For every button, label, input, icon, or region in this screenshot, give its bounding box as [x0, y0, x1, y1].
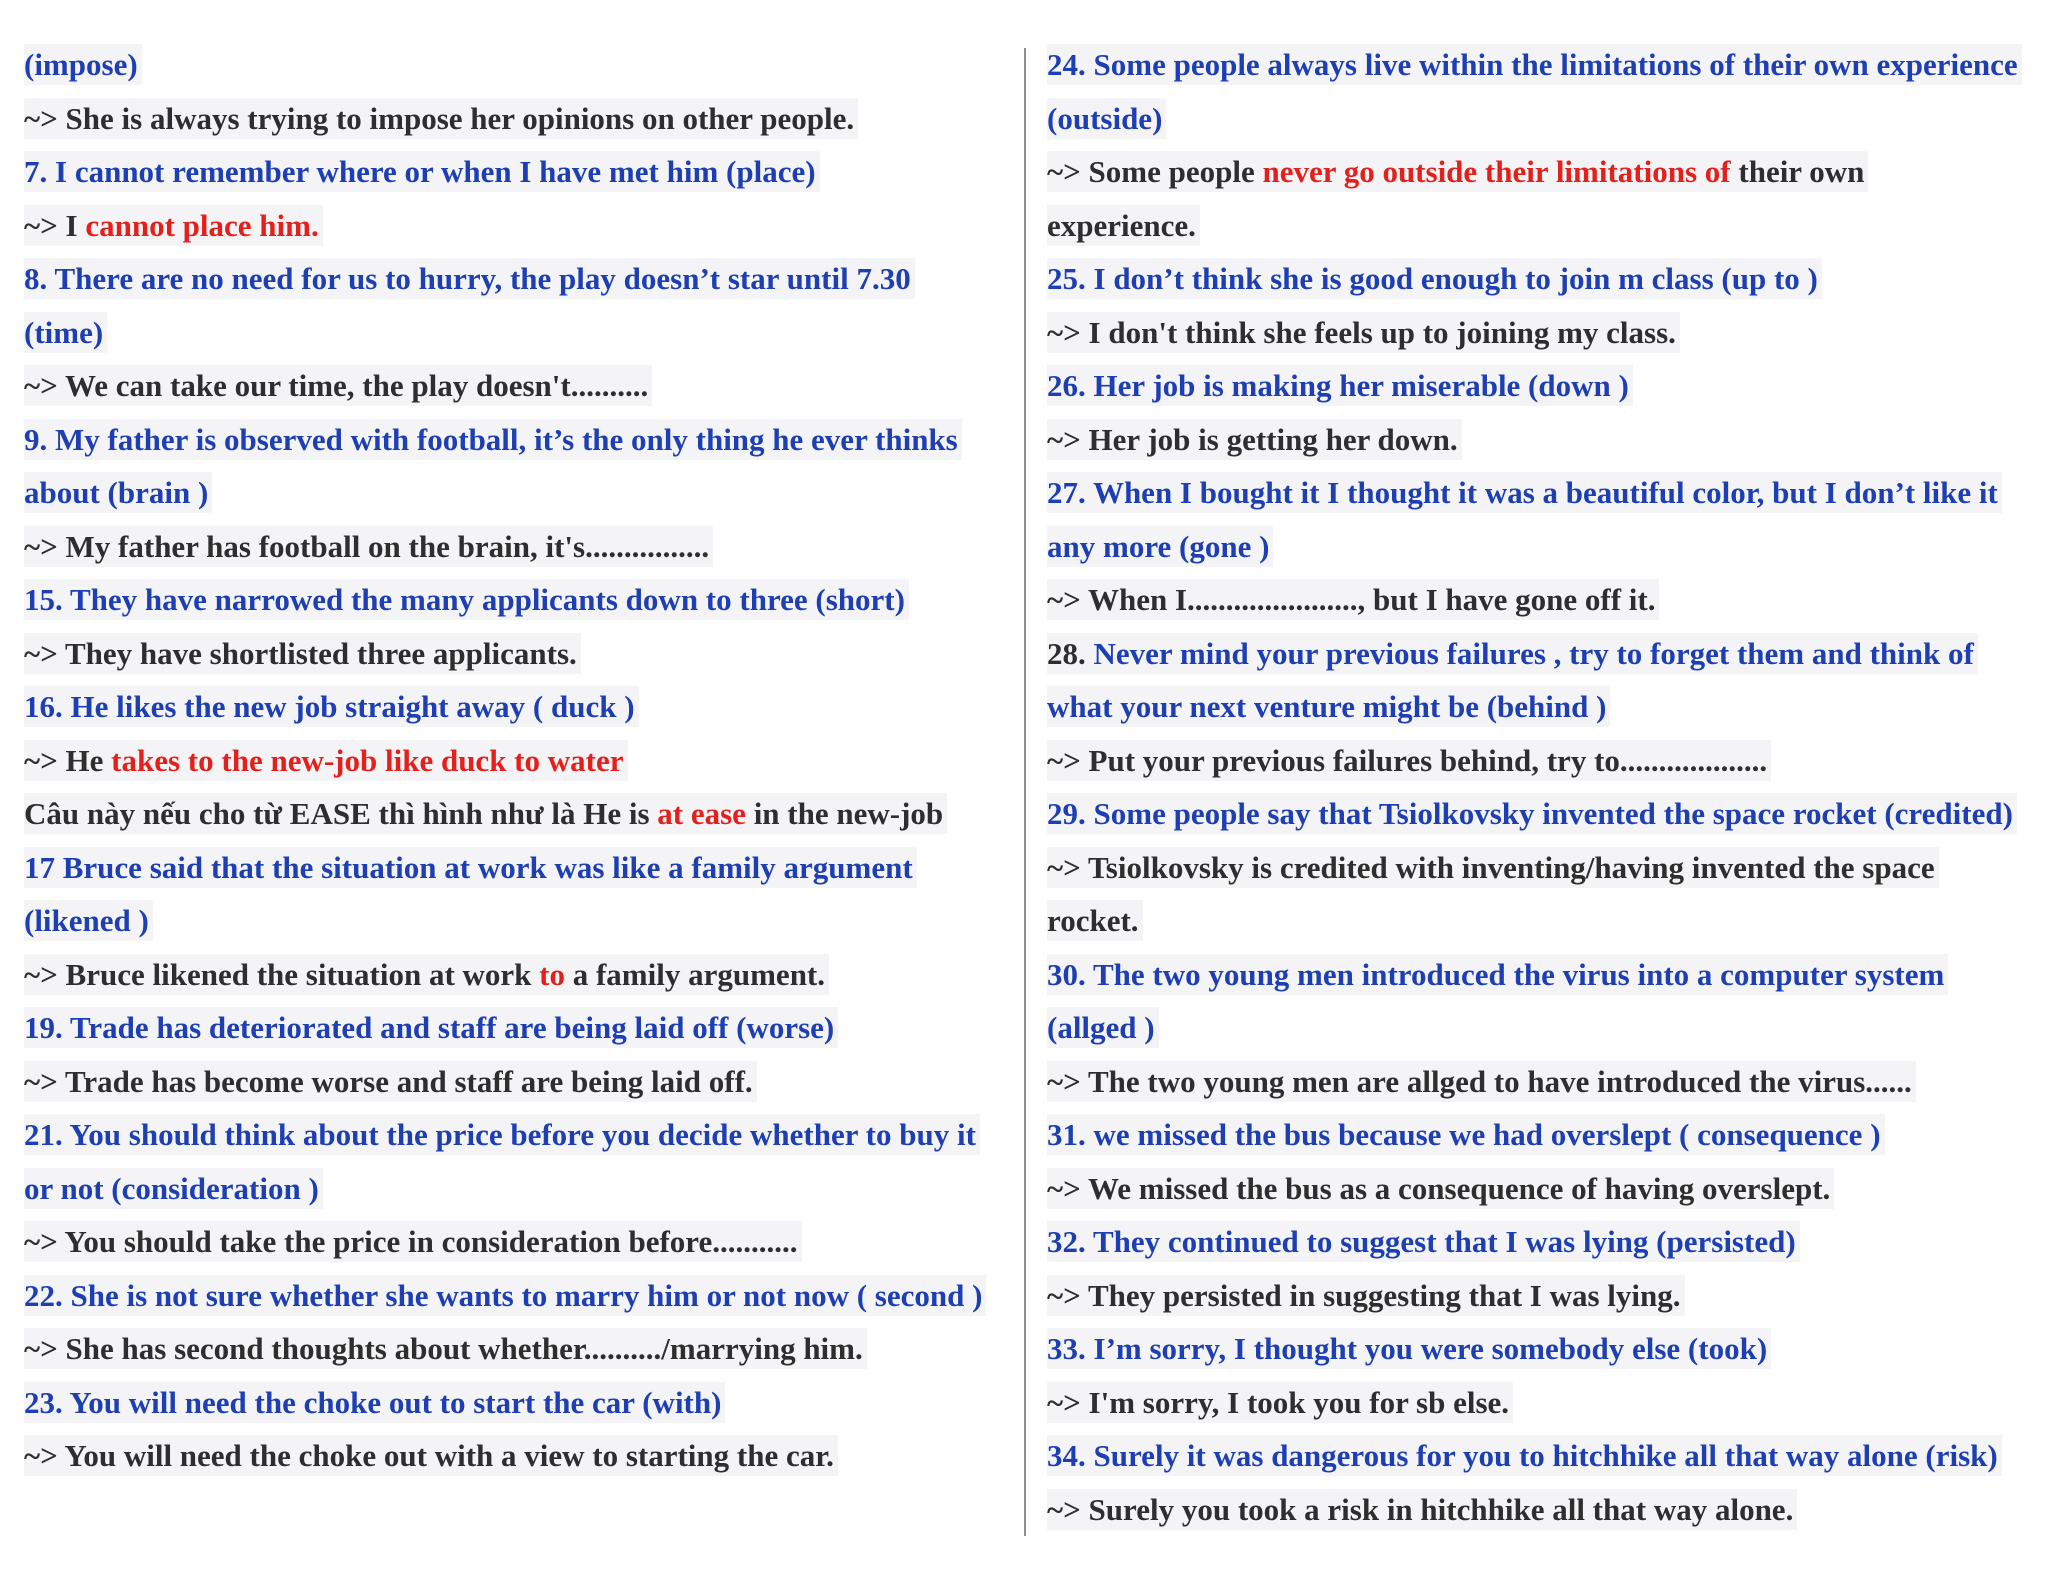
answer-line — [1047, 841, 2043, 895]
question-text: (allged ) — [1047, 1010, 1155, 1045]
question-text: 7. I cannot remember where or when I have met him (place) — [24, 154, 816, 189]
question-text: (impose) — [24, 47, 138, 82]
answer-text: ~> Bruce likened the situation at work — [24, 956, 540, 992]
answer-line — [24, 199, 1016, 253]
answer-text: ~> I don't think she feels up to joining my class. — [1047, 314, 1676, 350]
question-line — [1047, 1215, 2043, 1269]
question-line — [24, 38, 1016, 92]
highlighted-answer: never go outside their limitations of — [1262, 154, 1731, 189]
question-text: Never mind your previous failures , try to forget them and think of — [1093, 635, 1974, 671]
question-text: 23. You will need the choke out to start the car (with) — [24, 1384, 722, 1420]
note-text: in the new-job — [745, 796, 944, 831]
question-text: 22. She is not sure whether she wants to marry him or not now ( second ) — [24, 1277, 983, 1313]
question-text: 30. The two young men introduced the virus into a computer system — [1047, 956, 1945, 992]
question-text: 15. They have narrowed the many applicants down to three (short) — [24, 582, 905, 617]
question-line — [1047, 252, 2043, 306]
answer-line — [24, 520, 1016, 574]
question-line — [1047, 38, 2043, 92]
question-line — [1047, 787, 2043, 841]
right-column — [1047, 38, 2043, 1536]
question-text: 21. You should think about the price before you decide whether to buy it — [24, 1117, 976, 1152]
question-line — [24, 1001, 1016, 1055]
question-line — [1047, 520, 2043, 574]
answer-text: ~> My father has football on the brain, it's................ — [24, 528, 710, 564]
question-text: 16. He likes the new job straight away ( duck ) — [24, 689, 635, 724]
answer-text: their own — [1730, 154, 1865, 189]
answer-text: ~> He — [24, 742, 112, 778]
question-line — [24, 466, 1016, 520]
highlighted-answer: takes to the new-job like duck to water — [111, 742, 624, 778]
question-line — [24, 413, 1016, 467]
answer-line — [1047, 306, 2043, 360]
answer-text: ~> You should take the price in consideration before........... — [24, 1224, 798, 1259]
question-text: or not (consideration ) — [24, 1170, 319, 1206]
question-text: 19. Trade has deteriorated and staff are being laid off (worse) — [24, 1010, 835, 1045]
question-text: 17 Bruce said that the situation at work was like a family argument — [24, 849, 913, 885]
question-text: 27. When I bought it I thought it was a beautiful color, but I don’t like it — [1047, 475, 1998, 510]
answer-text: rocket. — [1047, 903, 1139, 938]
question-number: 28. — [1047, 635, 1094, 671]
highlighted-answer: cannot place him. — [85, 207, 319, 243]
note-text: Câu này nếu cho từ EASE thì hình như là He is — [24, 796, 658, 831]
question-line — [24, 841, 1016, 895]
answer-line — [1047, 734, 2043, 788]
question-line — [1047, 680, 2043, 734]
answer-line — [24, 1055, 1016, 1109]
answer-text: ~> The two young men are allged to have introduced the virus...... — [1047, 1063, 1912, 1099]
answer-text: ~> Put your previous failures behind, try to................... — [1047, 742, 1768, 778]
question-text: 8. There are no need for us to hurry, the play doesn’t star until 7.30 — [24, 261, 911, 296]
question-line — [1047, 359, 2043, 413]
question-line — [24, 306, 1016, 360]
left-column — [24, 38, 1016, 1483]
question-line — [1047, 1429, 2043, 1483]
question-text: 33. I’m sorry, I thought you were somebody else (took) — [1047, 1331, 1768, 1366]
question-text: (time) — [24, 314, 104, 350]
answer-text: ~> I'm sorry, I took you for sb else. — [1047, 1384, 1510, 1420]
answer-text: ~> Tsiolkovsky is credited with inventing/having invented the space — [1047, 849, 1935, 885]
question-text: 29. Some people say that Tsiolkovsky invented the space rocket (credited) — [1047, 796, 2013, 831]
answer-text: ~> We can take our time, the play doesn't.......... — [24, 368, 649, 403]
question-line — [1047, 1322, 2043, 1376]
question-line — [1047, 1001, 2043, 1055]
answer-text: ~> I — [24, 207, 86, 243]
answer-text: ~> Her job is getting her down. — [1047, 421, 1458, 457]
answer-text: ~> She is always trying to impose her opinions on other people. — [24, 100, 855, 136]
question-line — [24, 1376, 1016, 1430]
answer-line — [1047, 1162, 2043, 1216]
question-line — [24, 252, 1016, 306]
highlighted-answer: to — [539, 956, 565, 992]
answer-line — [1047, 894, 2043, 948]
answer-line — [24, 1215, 1016, 1269]
answer-line — [1047, 1055, 2043, 1109]
answer-line — [24, 92, 1016, 146]
note-line — [24, 787, 1016, 841]
answer-text: ~> We missed the bus as a consequence of having overslept. — [1047, 1170, 1831, 1206]
question-line — [1047, 627, 2043, 681]
answer-text: ~> Trade has become worse and staff are being laid off. — [24, 1063, 753, 1099]
question-line — [1047, 948, 2043, 1002]
question-text: any more (gone ) — [1047, 528, 1270, 564]
answer-line — [24, 734, 1016, 788]
answer-line — [1047, 1483, 2043, 1537]
answer-line — [24, 627, 1016, 681]
question-text: 31. we missed the bus because we had overslept ( consequence ) — [1047, 1117, 1881, 1152]
question-line — [24, 1108, 1016, 1162]
answer-text: ~> Surely you took a risk in hitchhike all that way alone. — [1047, 1491, 1794, 1527]
answer-line — [1047, 199, 2043, 253]
answer-line — [24, 948, 1016, 1002]
question-line — [1047, 466, 2043, 520]
question-text: what your next venture might be (behind ) — [1047, 689, 1607, 724]
question-text: about (brain ) — [24, 475, 209, 510]
question-text: 25. I don’t think she is good enough to join m class (up to ) — [1047, 261, 1818, 296]
question-text: 9. My father is observed with football, it’s the only thing he ever thinks — [24, 421, 958, 457]
answer-text: ~> When I......................, but I have gone off it. — [1047, 582, 1656, 617]
answer-line — [24, 1429, 1016, 1483]
answer-text: ~> Some people — [1047, 154, 1263, 189]
question-text: 34. Surely it was dangerous for you to hitchhike all that way alone (risk) — [1047, 1438, 1998, 1473]
question-line — [24, 1269, 1016, 1323]
answer-line — [1047, 413, 2043, 467]
answer-text: a family argument. — [564, 956, 826, 992]
question-line — [24, 573, 1016, 627]
question-text: (likened ) — [24, 903, 149, 938]
question-line — [1047, 1108, 2043, 1162]
question-line — [1047, 92, 2043, 146]
question-line — [24, 680, 1016, 734]
answer-text: experience. — [1047, 207, 1196, 243]
question-text: 24. Some people always live within the limitations of their own experience — [1047, 47, 2018, 82]
answer-line — [1047, 1269, 2043, 1323]
question-text: 26. Her job is making her miserable (down ) — [1047, 368, 1629, 403]
column-divider — [1024, 48, 1026, 1536]
answer-text: ~> They persisted in suggesting that I was lying. — [1047, 1277, 1681, 1313]
answer-line — [1047, 145, 2043, 199]
answer-line — [1047, 573, 2043, 627]
question-text: 32. They continued to suggest that I was lying (persisted) — [1047, 1224, 1796, 1259]
answer-line — [24, 1322, 1016, 1376]
question-line — [24, 894, 1016, 948]
highlighted-answer: at ease — [657, 796, 746, 831]
answer-line — [24, 359, 1016, 413]
answer-line — [1047, 1376, 2043, 1430]
question-text: (outside) — [1047, 100, 1163, 136]
answer-text: ~> She has second thoughts about whether........../marrying him. — [24, 1331, 863, 1366]
question-line — [24, 1162, 1016, 1216]
answer-text: ~> You will need the choke out with a view to starting the car. — [24, 1438, 834, 1473]
question-line — [24, 145, 1016, 199]
answer-text: ~> They have shortlisted three applicants. — [24, 635, 577, 671]
